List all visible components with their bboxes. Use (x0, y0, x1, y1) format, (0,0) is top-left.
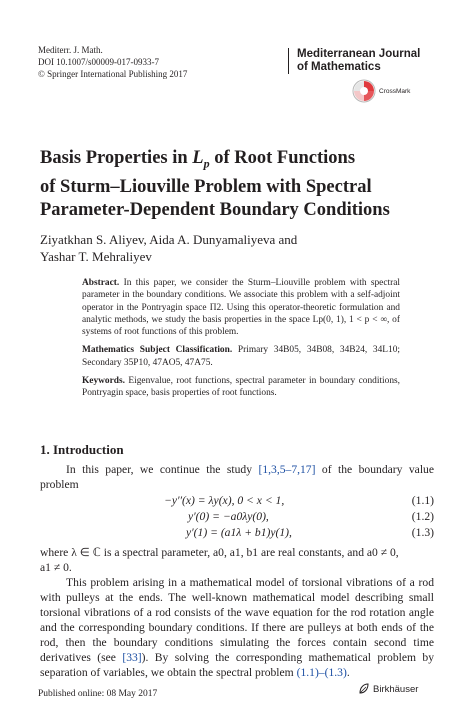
journal-abbrev: Mediterr. J. Math. (38, 45, 103, 55)
after-eq-line2: a1 ≠ 0. (40, 561, 72, 574)
published-online: Published online: 08 May 2017 (38, 689, 158, 699)
crossmark-label: CrossMark (379, 87, 411, 95)
msc (82, 344, 400, 369)
title-line3: Parameter-Dependent Boundary Conditions (40, 199, 390, 220)
intro-paragraph (40, 462, 434, 492)
intro-text-b: of the boundary value problem (40, 463, 434, 491)
journal-meta (38, 44, 187, 80)
authors (40, 231, 420, 265)
equation-number: (1.3) (411, 526, 434, 539)
journal-name-box (288, 48, 447, 74)
crossmark-badge[interactable] (352, 79, 410, 103)
equation-1-2 (40, 510, 434, 525)
keywords (82, 375, 400, 400)
equation-expr: y′(1) = (a1λ + b1)y(1), (186, 526, 292, 539)
authors-line1: Ziyatkhan S. Aliyev, Aida A. Dunyamaliyeva and (40, 232, 298, 247)
intro-refs-link[interactable]: [1,3,5–7,17] (258, 463, 316, 476)
p2-ref-33-link[interactable]: [33] (122, 651, 142, 664)
journal-name-line2: of Mathematics (297, 61, 381, 73)
abstract-text: In this paper, we consider the Sturm–Liouville problem with spectral parameter in the boundary conditions. We associate this problem with a self-adjoint operator in the Pontryagin space Π2. Using this operator-theoretic formulation and analytic methods, we study the basis properties in the space Lp(0, 1), 1 < p < ∞, of systems of root functions of this problem. (82, 278, 400, 338)
abstract (82, 277, 400, 338)
section-title: 1. Introduction (40, 442, 124, 457)
equation-1-3 (40, 526, 434, 541)
p2-text-b: ). By solving the corresponding mathematical problem by separation of variables, we obtain the spectral problem (40, 651, 434, 679)
msc-label: Mathematics Subject Classification. (82, 345, 233, 356)
doi: DOI 10.1007/s00009-017-0933-7 (38, 57, 159, 67)
equation-number: (1.2) (411, 510, 434, 523)
p2-text-a: This problem arising in a mathematical model of torsional vibrations of a rod with pulleys at the ends. The well-known mathematical model describing small torsional vibrations of a rod consists of the wave equation for the rod rotation angle and the corresponding boundary conditions. If there are pulleys at both ends of the rod, then the boundary conditions simulating the forces contain second time derivatives (see (40, 576, 434, 664)
title-line2: of Sturm–Liouville Problem with Spectral (40, 176, 372, 197)
equation-1-1 (40, 494, 434, 509)
authors-line2: Yashar T. Mehraliyev (40, 249, 152, 264)
abstract-block (82, 277, 400, 406)
equation-expr: y′(0) = −a0λy(0), (188, 510, 269, 523)
publisher-logo (358, 683, 418, 695)
crossmark-icon (352, 79, 376, 103)
copyright: © Springer International Publishing 2017 (38, 69, 188, 79)
journal-name-line1: Mediterranean Journal (297, 48, 421, 60)
after-eq-line1: where λ ∈ ℂ is a spectral parameter, a0, a1, b1 are real constants, and a0 ≠ 0, (40, 546, 399, 559)
keywords-label: Keywords. (82, 376, 125, 387)
after-equations-text (40, 545, 434, 575)
publisher-name: Birkhäuser (373, 683, 419, 695)
paragraph-2 (40, 575, 434, 680)
intro-text-a: In this paper, we continue the study (66, 463, 253, 476)
equation-number: (1.1) (411, 494, 434, 507)
msc-text: Primary 34B05, 34B08, 34B24, 34L10; Secondary 35P10, 47AO5, 47A75. (82, 345, 401, 368)
keywords-text: Eigenvalue, root functions, spectral parameter in boundary conditions, Pontryagin space, basis properties of root functions. (82, 376, 401, 399)
equation-expr: −y′′(x) = λy(x), 0 < x < 1, (164, 494, 285, 507)
p2-eq-ref-link[interactable]: (1.1)–(1.3) (296, 666, 347, 679)
paper-title (40, 147, 440, 222)
title-line1: Basis Properties in $L_p$ of Root Functions (40, 148, 356, 171)
birkhauser-leaf-icon (358, 683, 370, 695)
abstract-label: Abstract. (82, 278, 120, 288)
p2-text-c: . (346, 666, 350, 679)
